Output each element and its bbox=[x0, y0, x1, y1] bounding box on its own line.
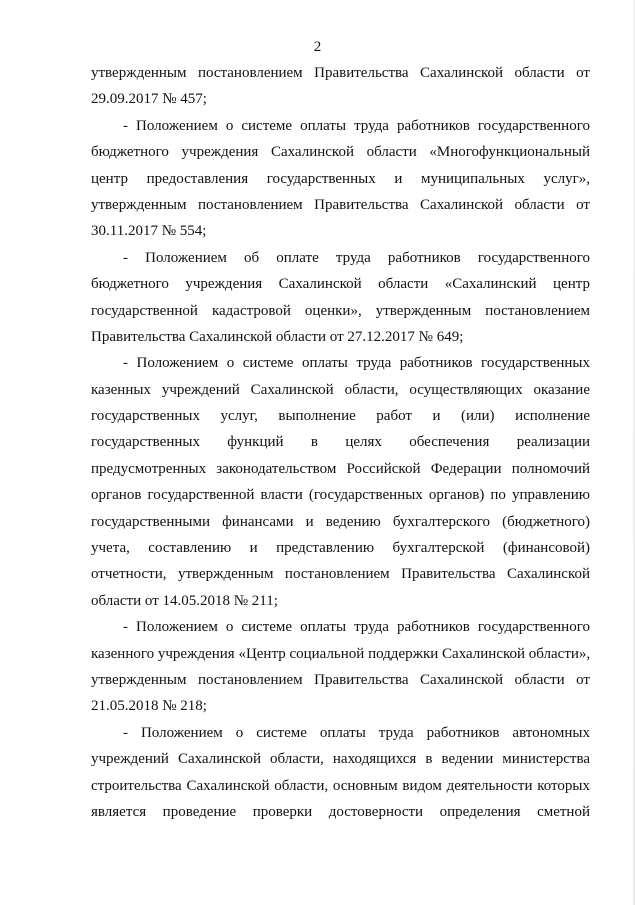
text-line: бюджетного учреждения Сахалинской области «Многофункциональный bbox=[91, 144, 590, 161]
paragraph-accounting-regulation bbox=[91, 350, 590, 614]
text-line: - Положением об оплате труда работников государственного bbox=[123, 249, 590, 266]
paragraph-cadastral-regulation bbox=[91, 245, 590, 351]
text-line: 29.09.2017 № 457; bbox=[91, 91, 207, 108]
text-line: 30.11.2017 № 554; bbox=[91, 223, 207, 240]
text-line: государственных услуг, выполнение работ и (или) исполнение bbox=[91, 408, 590, 425]
paragraph-mfc-regulation bbox=[91, 113, 590, 245]
text-line: учета, составлению и представлению бухгалтерской (финансовой) bbox=[91, 540, 590, 557]
document-body bbox=[91, 60, 590, 825]
text-line: области от 14.05.2018 № 211; bbox=[91, 592, 278, 609]
paragraph-continuation bbox=[91, 60, 590, 113]
text-line: строительства Сахалинской области, основным видом деятельности которых bbox=[91, 777, 590, 794]
text-line: - Положением о системе оплаты труда работников государственного bbox=[123, 117, 590, 134]
paragraph-construction-regulation bbox=[91, 720, 590, 826]
text-line: утвержденным постановлением Правительства Сахалинской области от bbox=[91, 671, 590, 688]
text-line: государственной кадастровой оценки», утвержденным постановлением bbox=[91, 302, 590, 319]
text-line: центр предоставления государственных и муниципальных услуг», bbox=[91, 170, 590, 187]
text-line: утвержденным постановлением Правительства Сахалинской области от bbox=[91, 196, 590, 213]
text-line: учреждений Сахалинской области, находящихся в ведении министерства bbox=[91, 751, 590, 768]
text-line: - Положением о системе оплаты труда работников автономных bbox=[123, 724, 590, 741]
text-line: утвержденным постановлением Правительства Сахалинской области от bbox=[91, 65, 590, 81]
text-line: - Положением о системе оплаты труда работников государственных bbox=[123, 355, 590, 372]
text-line: - Положением о системе оплаты труда работников государственного bbox=[123, 619, 590, 636]
text-line: органов государственной власти (государственных органов) по управлению bbox=[91, 487, 590, 504]
paragraph-social-support-regulation bbox=[91, 614, 590, 720]
text-line: государственных функций в целях обеспечения реализации bbox=[91, 434, 590, 451]
text-line: бюджетного учреждения Сахалинской области «Сахалинский центр bbox=[91, 276, 590, 293]
text-line: предусмотренных законодательством Российской Федерации полномочий bbox=[91, 460, 590, 477]
text-line: Правительства Сахалинской области от 27.12.2017 № 649; bbox=[91, 328, 464, 345]
text-line: казенных учреждений Сахалинской области, осуществляющих оказание bbox=[91, 381, 590, 398]
text-line: государственными финансами и ведению бухгалтерского (бюджетного) bbox=[91, 513, 590, 530]
text-line: казенного учреждения «Центр социальной поддержки Сахалинской области», bbox=[91, 645, 591, 662]
text-line: является проведение проверки достоверности определения сметной bbox=[91, 803, 590, 820]
page-number: 2 bbox=[313, 39, 322, 55]
text-line: отчетности, утвержденным постановлением Правительства Сахалинской bbox=[91, 566, 590, 583]
text-line: 21.05.2018 № 218; bbox=[91, 698, 207, 715]
